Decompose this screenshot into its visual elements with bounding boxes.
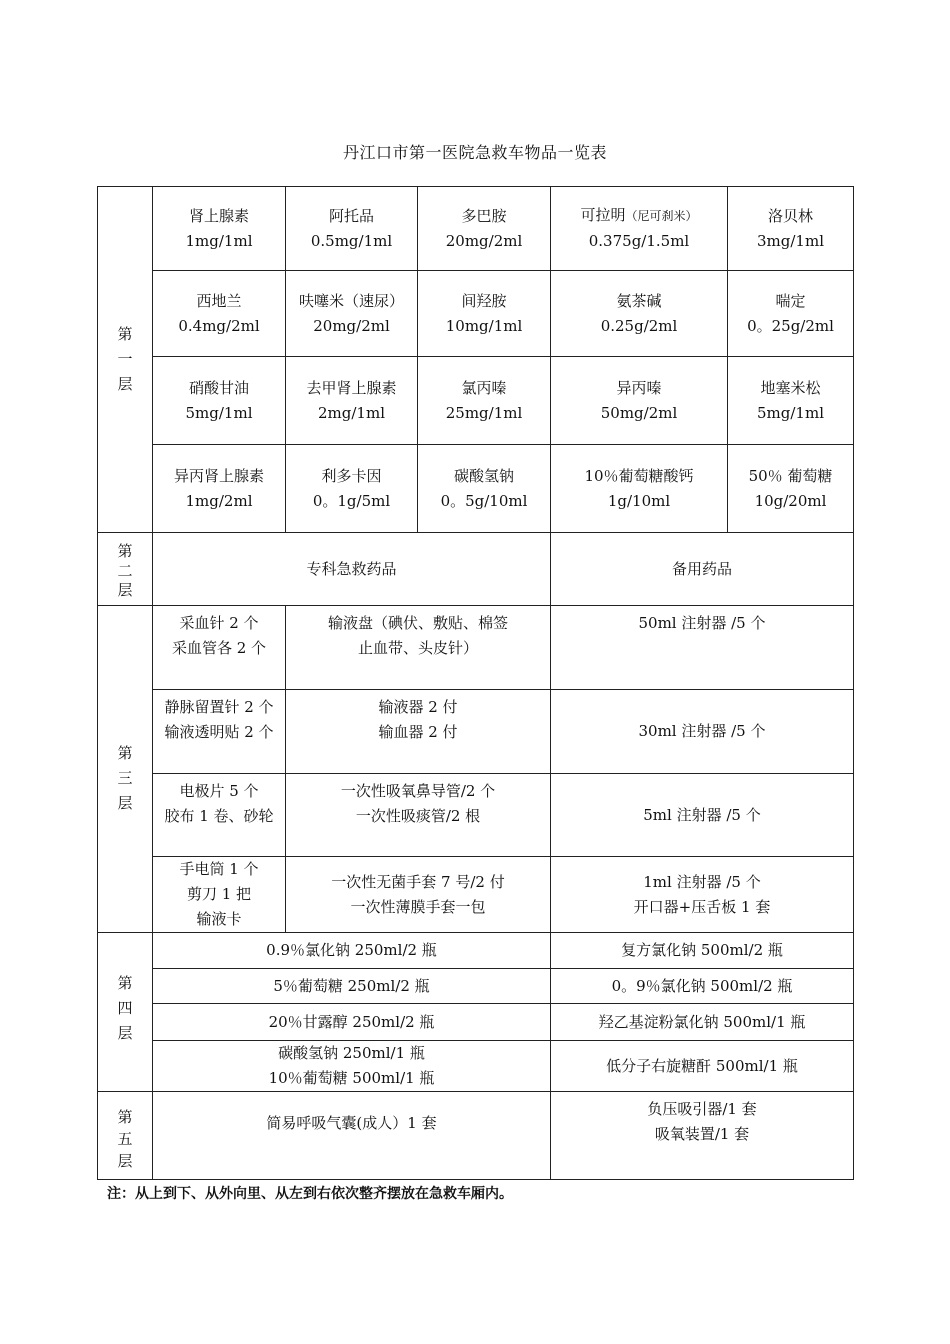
- drug-cell: [551, 271, 728, 357]
- drug-cell: [551, 445, 728, 533]
- drug-cell: [551, 187, 728, 271]
- drug-cell: [418, 271, 551, 357]
- supply-cell: [551, 774, 854, 857]
- layer2-label-char: 层: [117, 581, 133, 599]
- drug-name: 利多卡因: [321, 466, 382, 485]
- drug-dose: 2mg/1ml: [318, 403, 385, 422]
- equipment-line: 吸氧装置/1 套: [654, 1125, 750, 1143]
- supply-line: 开口器+压舌板 1 套: [633, 897, 771, 916]
- drug-cell: [286, 271, 418, 357]
- supply-line: 剪刀 1 把: [186, 885, 252, 903]
- layer3-row: [98, 857, 854, 933]
- supply-line: 输液盘（碘伏、敷贴、棉签: [327, 614, 508, 632]
- specialty-drugs-heading: 专科急救药品: [153, 533, 551, 606]
- drug-name: 碳酸氢钠: [453, 466, 514, 485]
- layer4-row: [98, 1004, 854, 1041]
- drug-cell: [728, 271, 854, 357]
- supply-line: 胶布 1 卷、砂轮: [164, 807, 274, 825]
- drug-name: 呋噻米（速尿）: [298, 291, 404, 310]
- drug-dose: 0。25g/2ml: [747, 316, 834, 335]
- drug-cell: [286, 357, 418, 445]
- fluid-line: 碳酸氢钠 250ml/1 瓶: [278, 1044, 425, 1062]
- drug-name: 阿托品: [328, 206, 374, 225]
- drug-name: 去甲肾上腺素: [306, 378, 397, 397]
- supply-line: 输液透明贴 2 个: [164, 723, 274, 741]
- drug-cell: [153, 187, 286, 271]
- drug-dose: 0.25g/2ml: [600, 316, 678, 335]
- supply-line: 50ml 注射器 /5 个: [638, 614, 766, 632]
- supply-line: 30ml 注射器 /5 个: [638, 722, 766, 740]
- supply-line: 止血带、头皮针）: [357, 639, 478, 657]
- layer4-row: [98, 933, 854, 969]
- layer3-label-char: 层: [117, 794, 133, 812]
- layer1-row: [98, 445, 854, 533]
- equipment-cell: [551, 1092, 854, 1180]
- drug-dose: 10mg/1ml: [445, 316, 523, 335]
- fluid-line: 0.9％氯化钠 250ml/2 瓶: [266, 941, 437, 959]
- fluid-line: 0。9％氯化钠 500ml/2 瓶: [611, 976, 793, 995]
- layer3-row: [98, 774, 854, 857]
- drug-dose: 10g/20ml: [754, 491, 827, 510]
- supply-line: 输液器 2 付: [378, 698, 458, 716]
- layer3-label-char: 第: [117, 744, 133, 762]
- supply-line: 静脉留置针 2 个: [164, 698, 274, 716]
- drug-name: 肾上腺素: [188, 206, 249, 225]
- layer1-label: [98, 187, 153, 533]
- drug-alias: （尼可刹米）: [625, 209, 698, 223]
- supply-cell: [153, 606, 286, 690]
- drug-dose: 1mg/1ml: [185, 231, 253, 250]
- fluid-line: 5％葡萄糖 250ml/2 瓶: [273, 976, 430, 995]
- fluid-cell: [153, 969, 551, 1004]
- fluid-line: 10％葡萄糖 500ml/1 瓶: [268, 1069, 435, 1087]
- layer2-row: [98, 533, 854, 606]
- drug-cell: [728, 445, 854, 533]
- drug-dose: 0.5mg/1ml: [310, 231, 393, 250]
- drug-name: 10％葡萄糖酸钙: [584, 466, 694, 485]
- drug-dose: 25mg/1ml: [445, 403, 523, 422]
- layer1-row: [98, 271, 854, 357]
- layer3-row: [98, 606, 854, 690]
- supply-cell: [286, 857, 551, 933]
- drug-name: 硝酸甘油: [188, 378, 249, 397]
- drug-dose: 3mg/1ml: [757, 231, 824, 250]
- supply-line: 采血针 2 个: [179, 614, 259, 632]
- drug-cell: [728, 357, 854, 445]
- layer3-label: [98, 606, 153, 933]
- layer5-label: [98, 1092, 153, 1180]
- supply-cell: [153, 774, 286, 857]
- drug-name: 异丙嗪: [616, 378, 662, 397]
- equipment-line: 负压吸引器/1 套: [647, 1100, 757, 1118]
- drug-name: 异丙肾上腺素: [173, 466, 264, 485]
- drug-cell: [551, 357, 728, 445]
- layer3-row: [98, 690, 854, 774]
- fluid-line: 羟乙基淀粉氯化钠 500ml/1 瓶: [598, 1012, 806, 1031]
- supply-cell: [286, 690, 551, 774]
- supply-cell: [551, 606, 854, 690]
- drug-name: 氨茶碱: [616, 291, 662, 310]
- layer2-label-char: 二: [117, 562, 133, 580]
- drug-cell: [418, 187, 551, 271]
- layer1-row: [98, 357, 854, 445]
- drug-dose: 5mg/1ml: [757, 403, 824, 422]
- fluid-cell: [153, 1041, 551, 1092]
- drug-dose: 0.375g/1.5ml: [588, 232, 690, 250]
- supply-cell: [551, 857, 854, 933]
- layer4-row: [98, 1041, 854, 1092]
- fluid-cell: [153, 1004, 551, 1041]
- drug-name: 西地兰: [196, 291, 242, 310]
- drug-name: 喘定: [775, 291, 806, 310]
- drug-dose: 1g/10ml: [607, 491, 671, 510]
- drug-name: 50％ 葡萄糖: [748, 466, 833, 485]
- drug-cell: [286, 187, 418, 271]
- layer5-label-char: 层: [117, 1152, 133, 1170]
- supply-cell: [153, 690, 286, 774]
- drug-cell: [153, 445, 286, 533]
- drug-cell: [153, 357, 286, 445]
- drug-cell: [418, 445, 551, 533]
- supply-cell: [286, 606, 551, 690]
- layer1-row: [98, 187, 854, 271]
- drug-dose: 0.4mg/2ml: [178, 316, 260, 335]
- layer2-label-char: 第: [117, 542, 133, 560]
- drug-cell: [153, 271, 286, 357]
- drug-cell: [286, 445, 418, 533]
- supply-line: 采血管各 2 个: [171, 639, 267, 657]
- equipment-cell: [153, 1092, 551, 1180]
- drug-cell: [418, 357, 551, 445]
- supply-cell: [286, 774, 551, 857]
- fluid-cell: [551, 1004, 854, 1041]
- supply-line: 一次性无菌手套 7 号/2 付: [331, 872, 505, 891]
- fluid-cell: [551, 969, 854, 1004]
- equipment-line: 简易呼吸气囊(成人）1 套: [266, 1114, 437, 1132]
- fluid-cell: [551, 1041, 854, 1092]
- drug-cell: [728, 187, 854, 271]
- layer1-label-char: 层: [117, 375, 133, 393]
- fluid-line: 低分子右旋糖酐 500ml/1 瓶: [606, 1056, 798, 1075]
- drug-name: 多巴胺: [461, 206, 507, 225]
- supply-line: 电极片 5 个: [179, 782, 259, 800]
- supply-line: 5ml 注射器 /5 个: [643, 805, 761, 824]
- footnote: 注：从上到下、从外向里、从左到右依次整齐摆放在急救车厢内。: [107, 1186, 513, 1202]
- supply-cell: [153, 857, 286, 933]
- drug-dose: 20mg/2ml: [313, 316, 390, 335]
- supply-line: 1ml 注射器 /5 个: [643, 872, 761, 891]
- supply-line: 一次性吸氧鼻导管/2 个: [340, 782, 496, 800]
- drug-name: 氯丙嗪: [461, 378, 507, 397]
- fluid-cell: [551, 933, 854, 969]
- supply-line: 手电筒 1 个: [179, 860, 259, 878]
- layer1-label-char: 一: [117, 350, 133, 368]
- layer1-label-char: 第: [117, 325, 133, 343]
- spare-drugs-heading: 备用药品: [551, 533, 854, 606]
- layer5-label-char: 五: [117, 1130, 133, 1148]
- drug-name: 间羟胺: [461, 291, 507, 310]
- layer5-label-char: 第: [117, 1108, 133, 1126]
- layer2-label: [98, 533, 153, 606]
- supply-line: 输血器 2 付: [378, 723, 458, 741]
- drug-name: 地塞米松: [760, 378, 821, 397]
- drug-dose: 0。5g/10ml: [440, 491, 528, 510]
- drug-name: 洛贝林: [767, 206, 813, 225]
- inventory-table: [97, 186, 854, 1180]
- supply-line: 一次性薄膜手套一包: [350, 897, 486, 916]
- fluid-line: 20％甘露醇 250ml/2 瓶: [268, 1012, 435, 1031]
- supply-cell: [551, 690, 854, 774]
- fluid-line: 复方氯化钠 500ml/2 瓶: [621, 941, 783, 959]
- layer4-label-char: 第: [117, 974, 133, 992]
- drug-dose: 20mg/2ml: [445, 231, 523, 250]
- drug-name: 可拉明: [580, 206, 626, 224]
- drug-dose: 1mg/2ml: [185, 491, 253, 510]
- document-title: 丹江口市第一医院急救车物品一览表: [342, 143, 607, 162]
- layer4-label: [98, 933, 153, 1092]
- drug-dose: 0。1g/5ml: [312, 491, 391, 510]
- layer4-row: [98, 969, 854, 1004]
- supply-line: 输液卡: [196, 910, 242, 928]
- drug-dose: 50mg/2ml: [600, 403, 678, 422]
- supply-line: 一次性吸痰管/2 根: [355, 807, 481, 825]
- layer3-label-char: 三: [117, 769, 133, 787]
- drug-dose: 5mg/1ml: [185, 403, 253, 422]
- layer5-row: [98, 1092, 854, 1180]
- fluid-cell: [153, 933, 551, 969]
- layer4-label-char: 四: [117, 999, 133, 1017]
- layer4-label-char: 层: [117, 1024, 133, 1042]
